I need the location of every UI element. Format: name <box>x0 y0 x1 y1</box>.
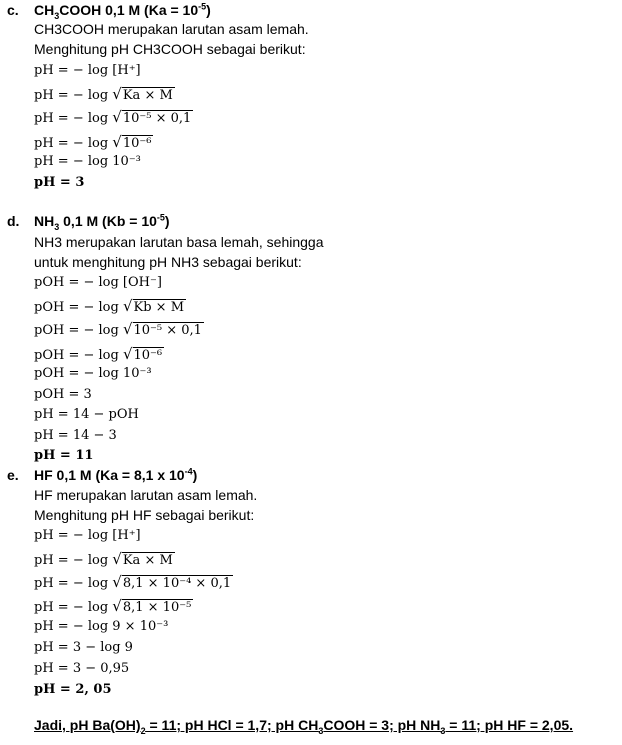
equation-line: pOH = − log [OH⁻] <box>34 275 162 290</box>
result-line: pH = 2, 05 <box>34 682 112 697</box>
desc-line: untuk menghitung pH NH3 sebagai berikut: <box>34 254 302 270</box>
result-line: pH = 3 <box>34 175 85 190</box>
item-letter-e: e. <box>7 467 19 483</box>
heading-nh3: $NH_3$ 0,1 M $(Kb = 10^{-5})$ <box>34 212 170 232</box>
equation-line: pOH = − log √10⁻⁵ × 0,1 <box>34 320 202 338</box>
desc-line: Menghitung pH CH3COOH sebagai berikut: <box>34 41 306 57</box>
equation-line: pH = − log √10⁻⁵ × 0,1 <box>34 108 192 126</box>
item-letter-c: c. <box>7 2 19 18</box>
equation-line: pH = − log √8,1 × 10⁻⁴ × 0,1 <box>34 573 232 591</box>
result-line: pH = 11 <box>34 448 94 463</box>
desc-line: HF merupakan larutan asam lemah. <box>34 487 258 503</box>
conclusion: Jadi, pH $Ba(OH)_2 = 11$; pH HCl = 1,7; pH $CH_3COOH = 3$; pH $NH_3 = 11$; pH HF = 2,05. <box>34 717 574 736</box>
equation-line: pH = 14 − 3 <box>34 428 117 443</box>
equation-line: pH = 14 − pOH <box>34 407 139 422</box>
equation-line: pH = 3 − 0,95 <box>34 661 130 676</box>
equation-line: pH = − log [H⁺] <box>34 528 141 543</box>
desc-line: Menghitung pH HF sebagai berikut: <box>34 507 255 523</box>
equation-line: pH = − log 9 × 10⁻³ <box>34 619 169 634</box>
item-letter-d: d. <box>7 213 20 229</box>
heading-ch3cooh: $CH_3COOH$ 0,1 M $(Ka = 10^{-5})$ <box>34 1 211 21</box>
equation-line: pH = − log 10⁻³ <box>34 154 141 169</box>
equation-line: pOH = − log √10⁻⁶ <box>34 345 163 363</box>
equation-line: pH = − log √10⁻⁶ <box>34 133 152 151</box>
equation-line: pOH = − log √Kb × M <box>34 297 185 315</box>
equation-line: pH = − log [H⁺] <box>34 63 141 78</box>
equation-line: pH = 3 − log 9 <box>34 640 133 655</box>
desc-line: NH3 merupakan larutan basa lemah, sehingga <box>34 234 324 250</box>
equation-line: pOH = 3 <box>34 387 92 402</box>
equation-line: pH = − log √Ka × M <box>34 85 173 103</box>
equation-line: pH = − log √8,1 × 10⁻⁵ <box>34 597 192 615</box>
heading-hf: HF 0,1 M (Ka = 8,1 x $10^{-4}$) <box>34 466 198 483</box>
equation-line: pOH = − log 10⁻³ <box>34 366 152 381</box>
desc-line: CH3COOH merupakan larutan asam lemah. <box>34 21 309 37</box>
equation-line: pH = − log √Ka × M <box>34 550 173 568</box>
